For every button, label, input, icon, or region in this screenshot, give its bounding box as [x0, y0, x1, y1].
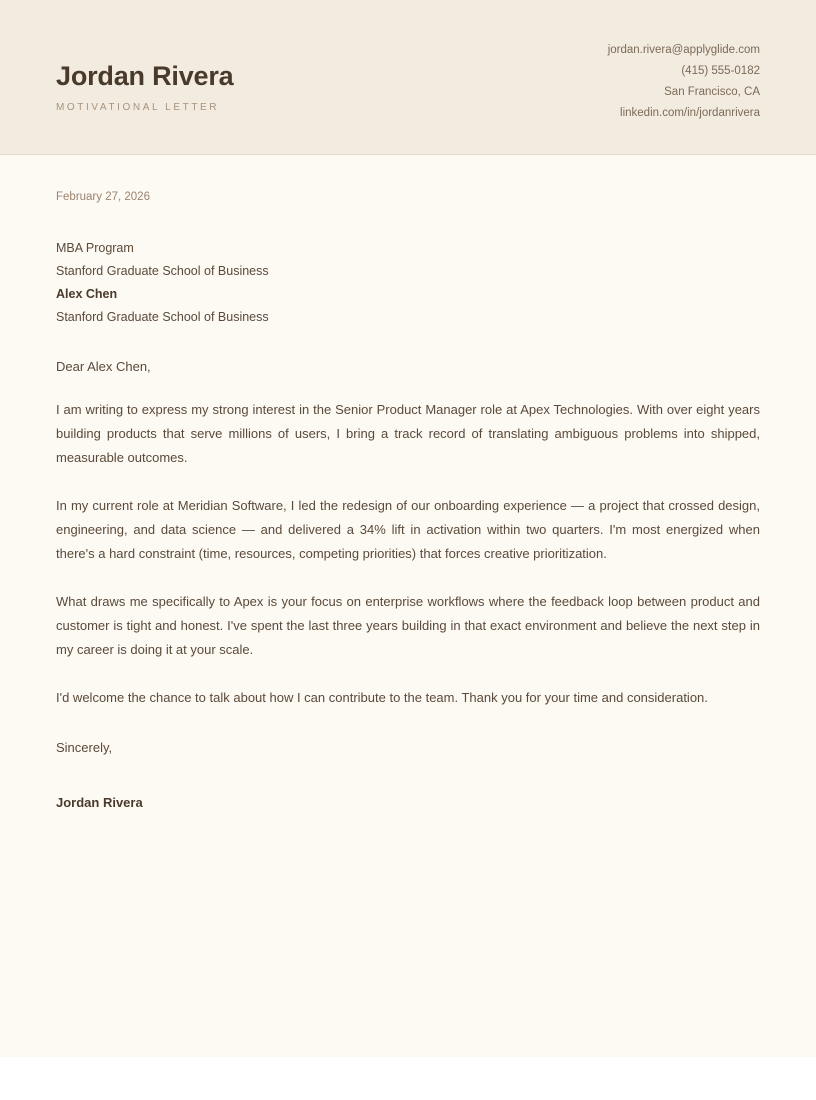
document-type-label: MOTIVATIONAL LETTER — [56, 101, 220, 113]
contact-block — [608, 0, 760, 124]
contact-phone[interactable]: (415) 555-0182 — [681, 65, 760, 77]
salutation: Dear Alex Chen, — [56, 359, 151, 374]
closing-salutation: Sincerely, — [56, 740, 113, 755]
letter-date: February 27, 2026 — [56, 191, 150, 203]
recipient-organization-unit: MBA Program — [56, 241, 134, 255]
contact-email[interactable]: jordan.rivera@applyglide.com — [607, 44, 760, 56]
letter-paragraph: I am writing to express my strong interest in the Senior Product Manager role at Apex Technologies. With over eight years building products that serve millions of users, I bring a track record of translating ambiguous problems into shipped, measurable outcomes. — [56, 402, 760, 465]
contact-linkedin[interactable]: linkedin.com/in/jordanrivera — [620, 107, 760, 119]
letter-body — [0, 155, 816, 810]
identity-block — [56, 0, 233, 113]
letter-paragraph: What draws me specifically to Apex is your focus on enterprise workflows where the feedback loop between product and customer is tight and honest. I've spent the last three years building in that exact environment and believe the next step in my career is doing it at your scale. — [56, 594, 760, 657]
letter-paragraph: I'd welcome the chance to talk about how I can contribute to the team. Thank you for your time and consideration. — [56, 690, 708, 705]
contact-location: San Francisco, CA — [664, 86, 760, 98]
page-title: Jordan Rivera — [56, 61, 234, 91]
recipient-name: Alex Chen — [56, 287, 118, 301]
signature-name: Jordan Rivera — [56, 795, 143, 810]
recipient-block — [56, 237, 760, 329]
letter-paragraph: In my current role at Meridian Software, I led the redesign of our onboarding experience — a project that crossed design, engineering, and data science — and delivered a 34% lift in activation within two quarters. I'm most energized when there's a hard constraint (time, resources, competing priorities) that forces creative prioritization. — [56, 498, 760, 561]
recipient-organization: Stanford Graduate School of Business — [56, 264, 269, 278]
letter-header — [0, 0, 816, 155]
recipient-organization-secondary: Stanford Graduate School of Business — [56, 310, 269, 324]
